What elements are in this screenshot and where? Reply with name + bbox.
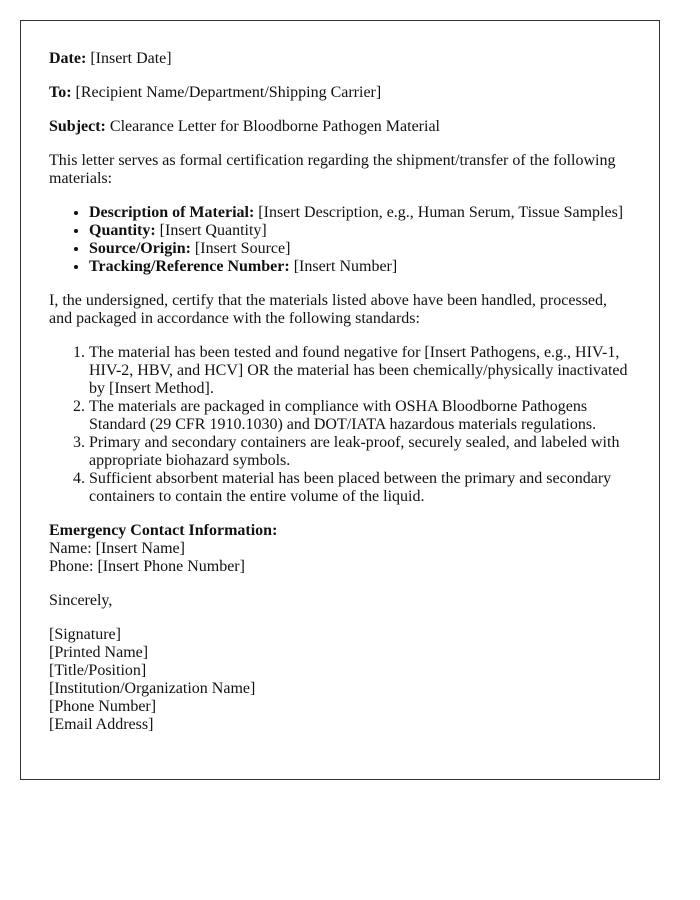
material-value: [Insert Number] [293,258,398,275]
date-value: [Insert Date] [90,50,172,67]
date-line [49,50,631,68]
emergency-contact-heading: Emergency Contact Information: [49,522,278,539]
subject-label: Subject: [49,118,106,135]
subject-line [49,118,631,136]
signature-block [49,626,631,734]
standard-item: 4. Sufficient absorbent material has been placed between the primary and secondary containers to contain the entire volume of the liquid. [89,470,631,506]
intro-paragraph: This letter serves as formal certification regarding the shipment/transfer of the following materials: [49,152,616,187]
phone-number-line: [Phone Number] [49,698,157,715]
standard-item: 2. The materials are packaged in compliance with OSHA Bloodborne Pathogens Standard (29 CFR 1910.1030) and DOT/IATA hazardous materials regulations. [89,398,631,434]
material-item-description [89,204,631,222]
email-address-line: [Email Address] [49,716,154,733]
subject-value: Clearance Letter for Bloodborne Pathogen Material [109,118,440,135]
signature-line: [Signature] [49,626,121,643]
standard-item: 1. The material has been tested and found negative for [Insert Pathogens, e.g., HIV-1, HIV-2, HBV, and HCV] OR the material has been chemically/physically inactivated by [Insert Method]. [89,344,631,398]
material-item-tracking [89,258,631,276]
material-item-source [89,240,631,258]
recipient-line [49,84,631,102]
recipient-label: To: [49,84,72,101]
material-value: [Insert Quantity] [159,222,267,239]
material-label: Source/Origin: [89,240,191,257]
standard-item: 3. Primary and secondary containers are leak-proof, securely sealed, and labeled with appropriate biohazard symbols. [89,434,631,470]
emergency-contact-phone: Phone: [Insert Phone Number] [49,558,245,575]
clearance-letter [20,20,660,780]
title-position-line: [Title/Position] [49,662,147,679]
emergency-contact-section [49,522,631,576]
material-value: [Insert Source] [194,240,291,257]
material-label: Quantity: [89,222,156,239]
material-value: [Insert Description, e.g., Human Serum, Tissue Samples] [258,204,624,221]
institution-line: [Institution/Organization Name] [49,680,256,697]
certification-paragraph: I, the undersigned, certify that the materials listed above have been handled, processed, and packaged in accordance with the following standards: [49,292,608,327]
materials-list [49,204,631,276]
recipient-value: [Recipient Name/Department/Shipping Carrier] [75,84,382,101]
printed-name-line: [Printed Name] [49,644,149,661]
emergency-contact-name: Name: [Insert Name] [49,540,185,557]
material-label: Tracking/Reference Number: [89,258,290,275]
standards-list [49,344,631,506]
closing-salutation: Sincerely, [49,592,113,609]
material-label: Description of Material: [89,204,255,221]
date-label: Date: [49,50,87,67]
material-item-quantity [89,222,631,240]
